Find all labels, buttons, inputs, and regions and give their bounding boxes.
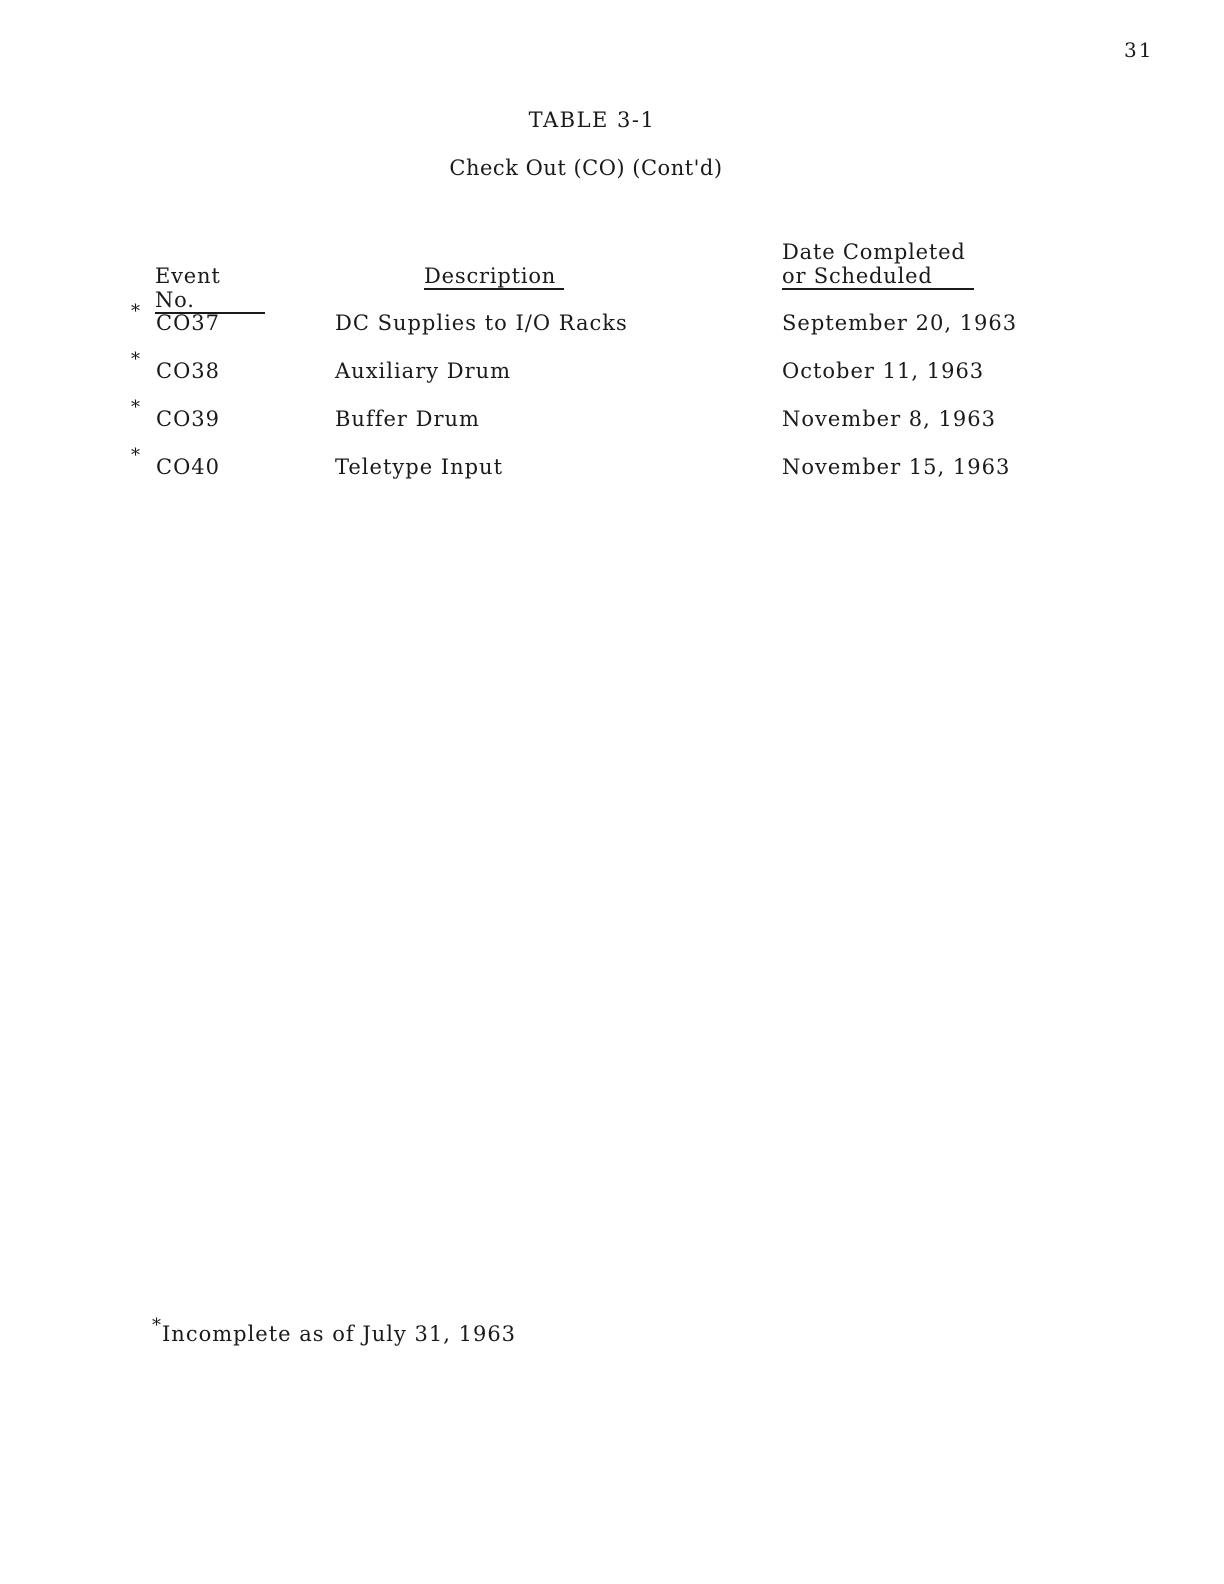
table-subtitle: Check Out (CO) (Cont'd) — [449, 156, 723, 180]
column-header-event: Event No. — [155, 264, 265, 314]
event-number: CO37 — [156, 311, 221, 335]
table-row — [0, 301, 1224, 359]
event-date: October 11, 1963 — [782, 359, 985, 383]
incomplete-marker: * — [131, 445, 141, 466]
event-number: CO38 — [156, 359, 221, 383]
footnote-marker: * — [152, 1315, 162, 1336]
footnote — [152, 1315, 517, 1346]
incomplete-marker: * — [131, 349, 141, 370]
event-description: Teletype Input — [335, 455, 504, 479]
incomplete-marker: * — [131, 301, 141, 322]
table-title: TABLE 3-1 — [528, 108, 656, 132]
table-row — [0, 397, 1224, 455]
column-header-date — [782, 240, 974, 290]
event-description: DC Supplies to I/O Racks — [335, 311, 628, 335]
event-number: CO40 — [156, 455, 221, 479]
event-date: November 15, 1963 — [782, 455, 1011, 479]
column-header-date-line2: or Scheduled — [782, 264, 933, 288]
event-description: Buffer Drum — [335, 407, 480, 431]
page-number: 31 — [1124, 38, 1154, 62]
footnote-text: Incomplete as of July 31, 1963 — [162, 1322, 517, 1346]
event-number: CO39 — [156, 407, 221, 431]
event-date: September 20, 1963 — [782, 311, 1018, 335]
incomplete-marker: * — [131, 397, 141, 418]
table-row — [0, 445, 1224, 503]
event-date: November 8, 1963 — [782, 407, 996, 431]
event-description: Auxiliary Drum — [335, 359, 512, 383]
column-header-date-line1: Date Completed — [782, 240, 966, 264]
column-header-description: Description — [424, 264, 564, 290]
table-row — [0, 349, 1224, 407]
